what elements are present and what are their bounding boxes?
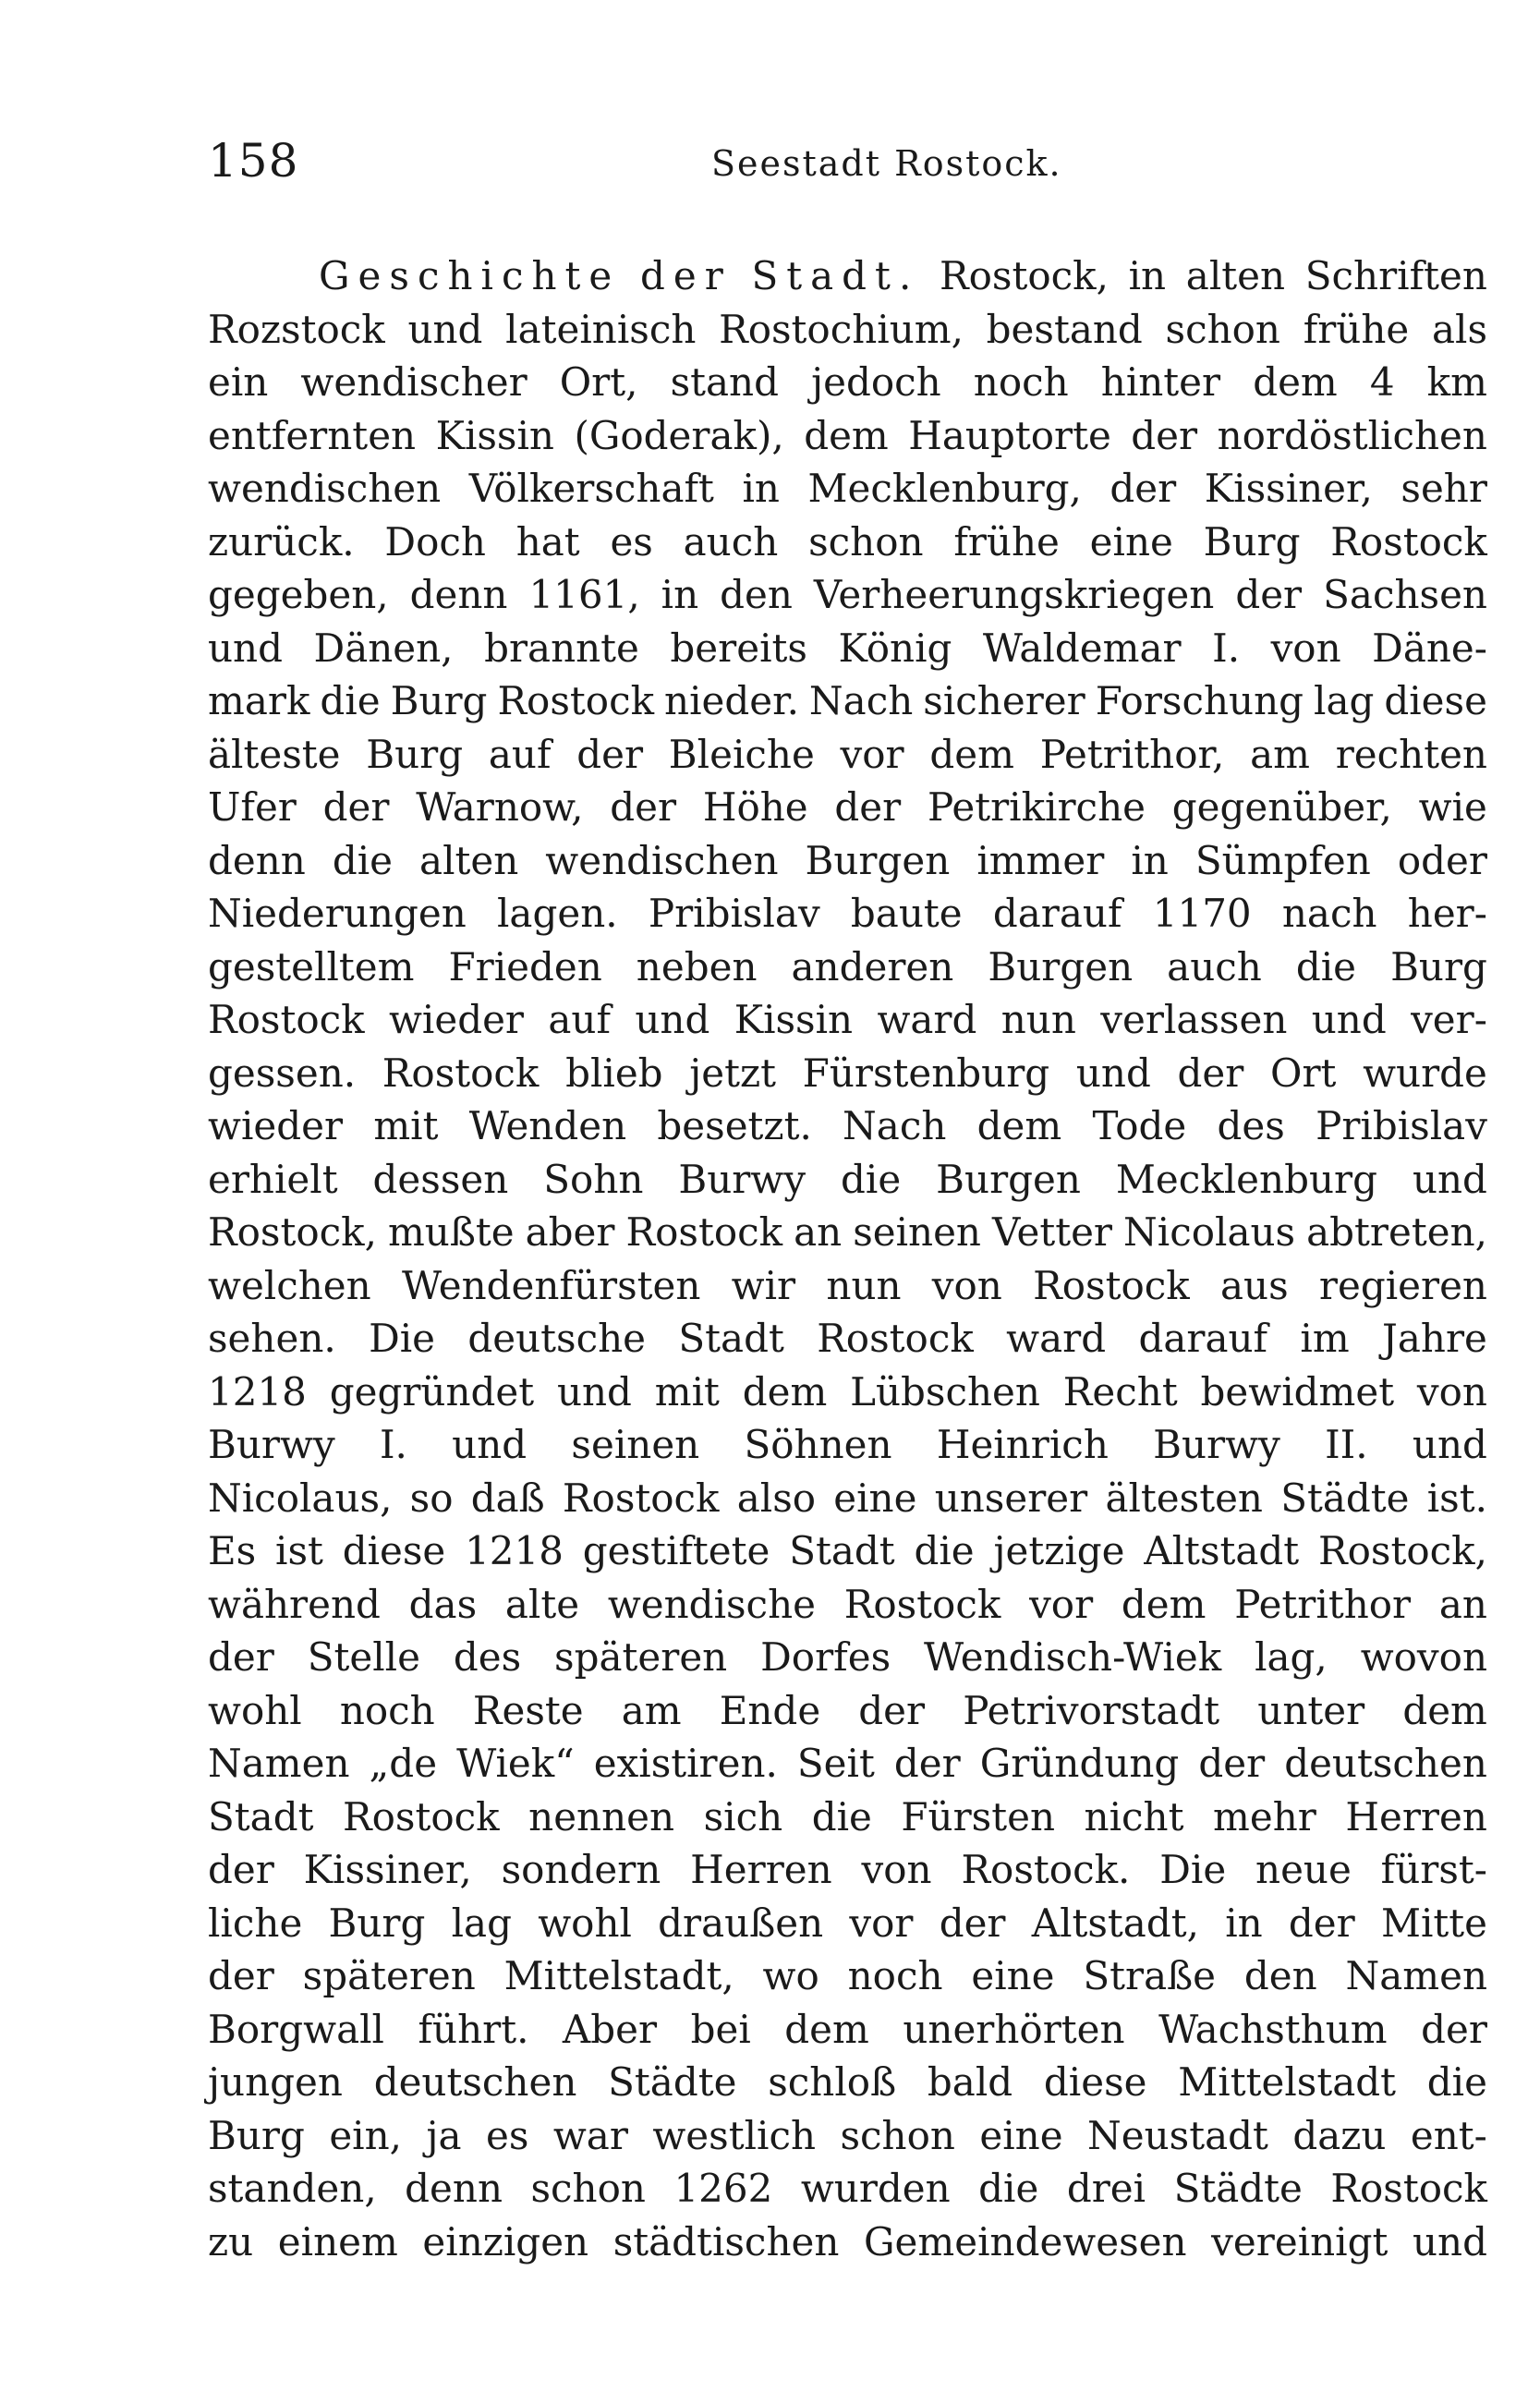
text-line: Borgwall führt. Aber bei dem unerhörten Wachsthum der (208, 2006, 1487, 2052)
text-line: erhielt dessen Sohn Burwy die Burgen Mecklenburg und (208, 1156, 1487, 1202)
text-line: 1218 gegründet und mit dem Lübschen Recht bewidmet von (208, 1368, 1487, 1414)
text-line: zurück. Doch hat es auch schon frühe eine Burg Rostock (208, 518, 1487, 565)
text-line: Es ist diese 1218 gestiftete Stadt die jetzige Altstadt Rostock, (208, 1528, 1487, 1573)
text-line: welchen Wendenfürsten wir nun von Rostock aus regieren (208, 1262, 1487, 1308)
page-header (208, 134, 1487, 199)
text-line: Burg ein, ja es war westlich schon eine Neustadt dazu ent- (208, 2112, 1487, 2158)
text-line: Geschichte der Stadt. Rostock, in alten Schriften (319, 253, 1487, 298)
text-line: gegeben, denn 1161, in den Verheerungskriegen der Sachsen (208, 572, 1487, 617)
text-line: älteste Burg auf der Bleiche vor dem Petrithor, am rechten (208, 731, 1487, 777)
text-line: jungen deutschen Städte schloß bald diese Mittelstadt die (208, 2059, 1487, 2105)
text-line: Rozstock und lateinisch Rostochium, bestand schon frühe als (208, 306, 1487, 352)
text-line: Niederungen lagen. Pribislav baute darauf 1170 nach her- (208, 891, 1487, 936)
text-line: während das alte wendische Rostock vor dem Petrithor an (208, 1581, 1487, 1627)
text-line: der Kissiner, sondern Herren von Rostock. Die neue fürst- (208, 1847, 1487, 1892)
text-line: Nicolaus, so daß Rostock also eine unserer ältesten Städte ist. (208, 1475, 1487, 1521)
text-line: Rostock, mußte aber Rostock an seinen Vetter Nicolaus abtreten, (208, 1209, 1487, 1255)
text-line: und Dänen, brannte bereits König Waldemar I. von Däne- (208, 625, 1487, 671)
text-line: der späteren Mittelstadt, wo noch eine Straße den Namen (208, 1953, 1487, 1998)
text-line: ein wendischer Ort, stand jedoch noch hinter dem 4 km (208, 359, 1487, 405)
text-line: wohl noch Reste am Ende der Petrivorstadt unter dem (208, 1687, 1487, 1733)
text-line: Burwy I. und seinen Söhnen Heinrich Burwy II. und (208, 1422, 1487, 1467)
text-line: entfernten Kissin (Goderak), dem Hauptorte der nordöstlichen (208, 412, 1487, 458)
text-line: Rostock wieder auf und Kissin ward nun verlassen und ver- (208, 997, 1487, 1042)
text-line: sehen. Die deutsche Stadt Rostock ward darauf im Jahre (208, 1316, 1487, 1361)
text-line: zu einem einzigen städtischen Gemeindewesen vereinigt und (208, 2218, 1487, 2264)
text-line: Namen „de Wiek“ existiren. Seit der Gründung der deutschen (208, 1741, 1487, 1786)
text-line: Stadt Rostock nennen sich die Fürsten nicht mehr Herren (208, 1793, 1487, 1839)
text-line: mark die Burg Rostock nieder. Nach sicherer Forschung lag diese (208, 678, 1487, 723)
text-line: liche Burg lag wohl draußen vor der Altstadt, in der Mitte (208, 1900, 1487, 1946)
text-line: gessen. Rostock blieb jetzt Fürstenburg und der Ort wurde (208, 1050, 1487, 1096)
text-line: standen, denn schon 1262 wurden die drei Städte Rostock (208, 2166, 1487, 2211)
text-line: gestelltem Frieden neben anderen Burgen auch die Burg (208, 943, 1487, 990)
running-head: Seestadt Rostock. (711, 143, 1062, 184)
text-line: Ufer der Warnow, der Höhe der Petrikirche gegenüber, wie (208, 784, 1487, 830)
text-line: wieder mit Wenden besetzt. Nach dem Tode des Pribislav (208, 1103, 1487, 1148)
page-number: 158 (208, 134, 299, 188)
text-line: wendischen Völkerschaft in Mecklenburg, der Kissiner, sehr (208, 466, 1487, 511)
text-line: denn die alten wendischen Burgen immer in Sümpfen oder (208, 837, 1487, 883)
text-line: der Stelle des späteren Dorfes Wendisch-Wiek lag, wovon (208, 1634, 1487, 1680)
body-text (208, 249, 1487, 2268)
